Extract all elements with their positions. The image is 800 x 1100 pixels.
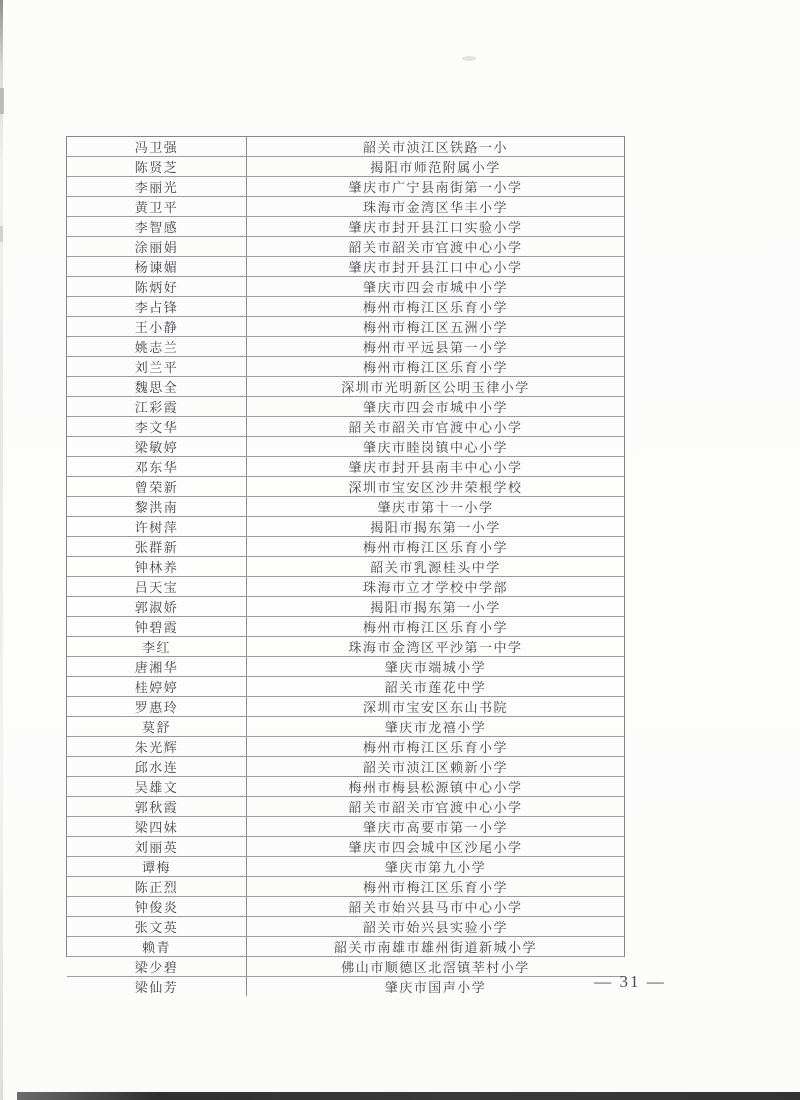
teacher-name-cell: 刘兰平 — [67, 357, 247, 376]
teacher-name-cell: 吕天宝 — [67, 577, 247, 596]
table-row — [67, 237, 624, 257]
teacher-name-cell: 唐湘华 — [67, 657, 247, 676]
teacher-name-cell: 涂丽娟 — [67, 237, 247, 256]
school-name-cell: 梅州市平远县第一小学 — [362, 340, 508, 355]
school-name-cell: 韶关市浈江区赖新小学 — [362, 760, 508, 775]
teacher-name-cell: 钟林养 — [67, 557, 247, 576]
school-name-cell: 珠海市金湾区平沙第一中学 — [348, 640, 523, 655]
teacher-name-cell: 冯卫强 — [67, 137, 247, 156]
school-name-cell: 肇庆市睦岗镇中心小学 — [362, 440, 508, 455]
table-row — [67, 817, 624, 837]
teacher-name-cell: 梁四妹 — [67, 817, 247, 836]
scan-bottom-edge-artifact — [17, 1092, 800, 1100]
school-name-cell: 揭阳市揭东第一小学 — [370, 600, 501, 615]
school-name-cell: 珠海市金湾区华丰小学 — [362, 200, 508, 215]
table-row — [67, 397, 624, 417]
table-row — [67, 797, 624, 817]
table-row — [67, 957, 624, 977]
teacher-name-cell: 李文华 — [67, 417, 247, 436]
teacher-name-cell: 罗惠玲 — [67, 697, 247, 716]
table-row — [67, 557, 624, 577]
school-name-cell: 肇庆市四会市城中小学 — [362, 400, 508, 415]
teacher-name-cell: 陈正烈 — [67, 877, 247, 896]
table-row — [67, 537, 624, 557]
teacher-name-cell: 刘丽英 — [67, 837, 247, 856]
table-row — [67, 577, 624, 597]
teacher-name-cell: 赖青 — [67, 937, 247, 956]
school-name-cell: 肇庆市封开县江口实验小学 — [348, 220, 523, 235]
school-name-cell: 肇庆市第九小学 — [384, 860, 487, 875]
teacher-name-cell: 钟碧霞 — [67, 617, 247, 636]
table-row — [67, 697, 624, 717]
school-name-cell: 肇庆市封开县江口中心小学 — [348, 260, 523, 275]
teacher-name-cell: 陈贤芝 — [67, 157, 247, 176]
table-row — [67, 617, 624, 637]
table-row — [67, 657, 624, 677]
teacher-name-cell: 梁敏婷 — [67, 437, 247, 456]
school-name-cell: 梅州市梅江区乐育小学 — [362, 300, 508, 315]
school-name-cell: 韶关市始兴县马市中心小学 — [348, 900, 523, 915]
school-name-cell: 肇庆市第十一小学 — [377, 500, 494, 515]
roster-table — [66, 136, 625, 995]
teacher-name-cell: 王小静 — [67, 317, 247, 336]
scan-smudge-artifact — [462, 56, 476, 61]
school-name-cell: 深圳市宝安区沙井荣根学校 — [348, 480, 523, 495]
table-row — [67, 897, 624, 917]
table-row — [67, 157, 624, 177]
scan-speck-artifact — [0, 226, 3, 242]
school-name-cell: 佛山市顺德区北滘镇莘村小学 — [341, 960, 530, 975]
table-row — [67, 357, 624, 377]
table-row — [67, 837, 624, 857]
table-row — [67, 277, 624, 297]
table-row — [67, 757, 624, 777]
teacher-name-cell: 郭秋霞 — [67, 797, 247, 816]
teacher-name-cell: 莫舒 — [67, 717, 247, 736]
table-row — [67, 437, 624, 457]
school-name-cell: 韶关市南雄市雄州街道新城小学 — [333, 940, 537, 955]
table-row — [67, 297, 624, 317]
school-name-cell: 梅州市梅江区乐育小学 — [362, 620, 508, 635]
table-row — [67, 677, 624, 697]
table-row — [67, 637, 624, 657]
school-name-cell: 韶关市乳源桂头中学 — [370, 560, 501, 575]
school-name-cell: 梅州市梅江区乐育小学 — [362, 540, 508, 555]
teacher-name-cell: 邱水连 — [67, 757, 247, 776]
teacher-name-cell: 姚志兰 — [67, 337, 247, 356]
school-name-cell: 梅州市梅江区乐育小学 — [362, 880, 508, 895]
table-row — [67, 377, 624, 397]
teacher-name-cell: 李智感 — [67, 217, 247, 236]
teacher-name-cell: 张群新 — [67, 537, 247, 556]
school-name-cell: 梅州市梅江区乐育小学 — [362, 740, 508, 755]
table-row — [67, 197, 624, 217]
school-name-cell: 揭阳市师范附属小学 — [370, 160, 501, 175]
teacher-name-cell: 李红 — [67, 637, 247, 656]
school-name-cell: 韶关市韶关市官渡中心小学 — [348, 800, 523, 815]
teacher-name-cell: 梁少碧 — [67, 957, 247, 976]
table-row — [67, 977, 624, 996]
school-name-cell: 肇庆市高要市第一小学 — [362, 820, 508, 835]
school-name-cell: 韶关市莲花中学 — [384, 680, 487, 695]
teacher-name-cell: 黄卫平 — [67, 197, 247, 216]
school-name-cell: 肇庆市四会城中区沙尾小学 — [348, 840, 523, 855]
teacher-name-cell: 李占锋 — [67, 297, 247, 316]
table-row — [67, 257, 624, 277]
teacher-name-cell: 曾荣新 — [67, 477, 247, 496]
school-name-cell: 韶关市韶关市官渡中心小学 — [348, 420, 523, 435]
table-row — [67, 937, 624, 957]
scan-speck-artifact — [0, 88, 4, 114]
school-name-cell: 肇庆市四会市城中小学 — [362, 280, 508, 295]
school-name-cell: 韶关市始兴县实验小学 — [362, 920, 508, 935]
school-name-cell: 韶关市韶关市官渡中心小学 — [348, 240, 523, 255]
school-name-cell: 深圳市宝安区东山书院 — [362, 700, 508, 715]
teacher-name-cell: 许树萍 — [67, 517, 247, 536]
school-name-cell: 深圳市光明新区公明玉律小学 — [341, 380, 530, 395]
teacher-name-cell: 钟俊炎 — [67, 897, 247, 916]
table-row — [67, 777, 624, 797]
school-name-cell: 珠海市立才学校中学部 — [362, 580, 508, 595]
table-row — [67, 457, 624, 477]
school-name-cell: 肇庆市国声小学 — [384, 980, 487, 995]
teacher-name-cell: 杨谏媚 — [67, 257, 247, 276]
table-row — [67, 177, 624, 197]
teacher-name-cell: 魏思全 — [67, 377, 247, 396]
school-name-cell: 韶关市浈江区铁路一小 — [362, 140, 508, 155]
teacher-name-cell: 吴雄文 — [67, 777, 247, 796]
teacher-name-cell: 李丽光 — [67, 177, 247, 196]
teacher-name-cell: 张文英 — [67, 917, 247, 936]
table-row — [67, 737, 624, 757]
teacher-name-cell: 邓东华 — [67, 457, 247, 476]
teacher-name-cell: 黎洪南 — [67, 497, 247, 516]
table-row — [67, 337, 624, 357]
table-row — [67, 597, 624, 617]
school-name-cell: 肇庆市端城小学 — [384, 660, 487, 675]
table-row — [67, 857, 624, 877]
teacher-name-cell: 郭淑娇 — [67, 597, 247, 616]
school-name-cell: 肇庆市龙禧小学 — [384, 720, 487, 735]
table-row — [67, 317, 624, 337]
teacher-name-cell: 江彩霞 — [67, 397, 247, 416]
teacher-name-cell: 陈炳好 — [67, 277, 247, 296]
school-name-cell: 肇庆市广宁县南街第一小学 — [348, 180, 523, 195]
table-row — [67, 917, 624, 937]
table-row — [67, 497, 624, 517]
school-name-cell: 梅州市梅江区乐育小学 — [362, 360, 508, 375]
table-row — [67, 137, 624, 157]
scan-left-edge-artifact — [0, 0, 3, 1100]
table-row — [67, 477, 624, 497]
teacher-name-cell: 朱光辉 — [67, 737, 247, 756]
teacher-name-cell: 梁仙芳 — [67, 977, 247, 996]
table-row — [67, 717, 624, 737]
table-row — [67, 517, 624, 537]
teacher-name-cell: 桂婷婷 — [67, 677, 247, 696]
school-name-cell: 肇庆市封开县南丰中心小学 — [348, 460, 523, 475]
page-number: — 31 — — [594, 972, 666, 991]
table-row — [67, 417, 624, 437]
school-name-cell: 揭阳市揭东第一小学 — [370, 520, 501, 535]
table-row — [67, 217, 624, 237]
table-row — [67, 877, 624, 897]
school-name-cell: 梅州市梅江区五洲小学 — [362, 320, 508, 335]
school-name-cell: 梅州市梅县松源镇中心小学 — [348, 780, 523, 795]
teacher-name-cell: 谭梅 — [67, 857, 247, 876]
